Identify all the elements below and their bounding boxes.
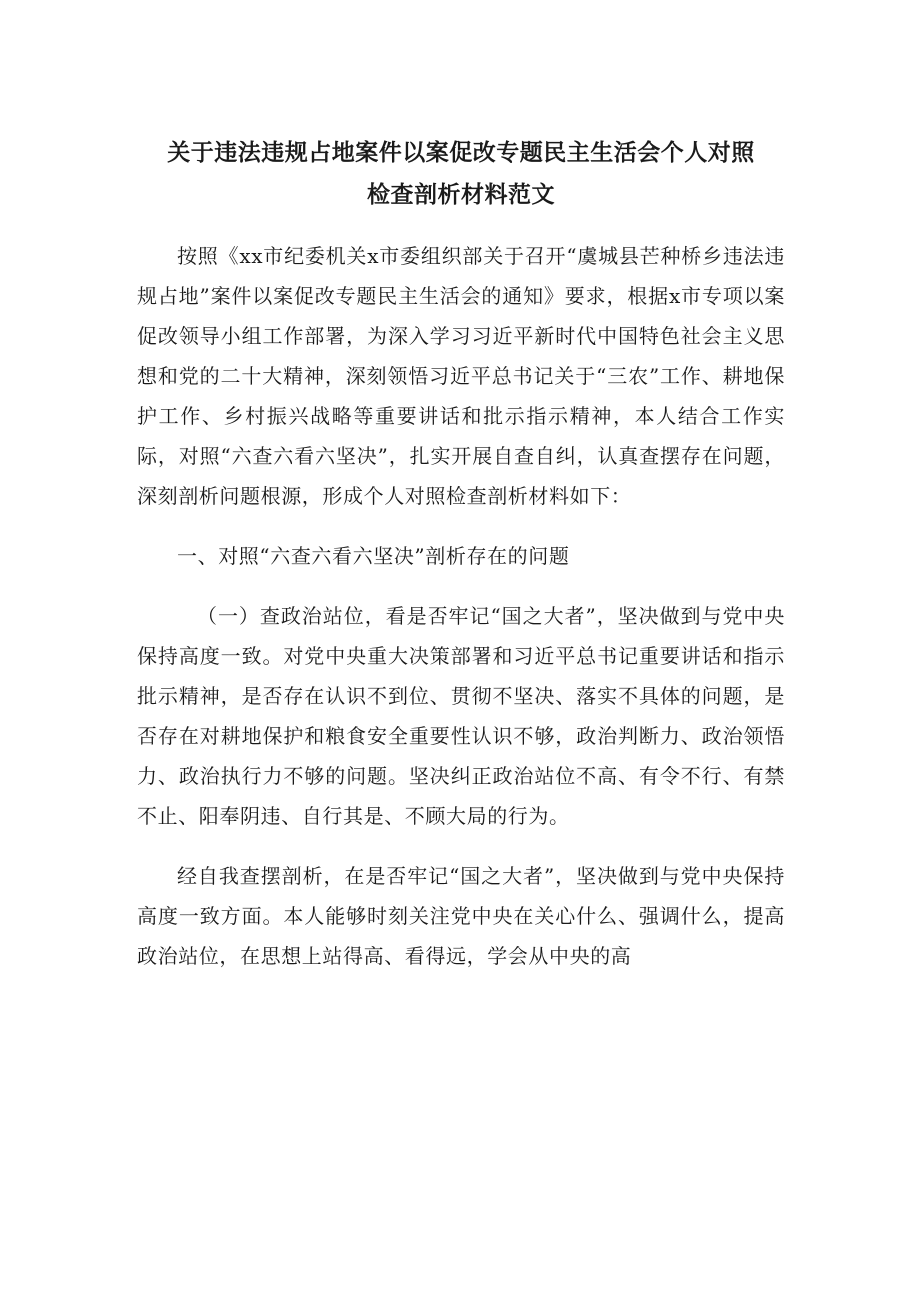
subsection-paragraph-1: （一）查政治站位，看是否牢记“国之大者”，坚决做到与党中央保持高度一致。对党中央重大决策部署和习近平总书记重要讲话和指示批示精神，是否存在认识不到位、贯彻不坚决、落实不具体的问题，是否存在对耕地保护和粮食安全重要性认识不够，政治判断力、政治领悟力、政治执行力不够的问题。坚决纠正政治站位不高、有令不行、有禁不止、阳奉阴违、自行其是、不顾大局的行为。 (137, 604, 785, 828)
section-heading-1: 一、对照“六查六看六坚决”剖析存在的问题 (177, 544, 570, 568)
document-title (137, 132, 785, 216)
title-line-1: 关于违法违规占地案件以案促改专题民主生活会个人对照 (167, 140, 755, 166)
document-body (137, 236, 785, 976)
analysis-paragraph: 经自我查摆剖析，在是否牢记“国之大者”，坚决做到与党中央保持高度一致方面。本人能够时刻关注党中央在关心什么、强调什么，提高政治站位，在思想上站得高、看得远，学会从中央的高 (137, 864, 785, 968)
title-line-2: 检查剖析材料范文 (367, 182, 555, 208)
intro-paragraph: 按照《xx市纪委机关x市委组织部关于召开“虞城县芒种桥乡违法违规占地”案件以案促改专题民主生活会的通知》要求，根据x市专项以案促改领导小组工作部署，为深入学习习近平新时代中国特色社会主义思想和党的二十大精神，深刻领悟习近平总书记关于“三农”工作、耕地保护工作、乡村振兴战略等重要讲话和批示指示精神，本人结合工作实际，对照“六查六看六坚决”，扎实开展自查自纠，认真查摆存在问题，深刻剖析问题根源，形成个人对照检查剖析材料如下： (137, 244, 785, 508)
